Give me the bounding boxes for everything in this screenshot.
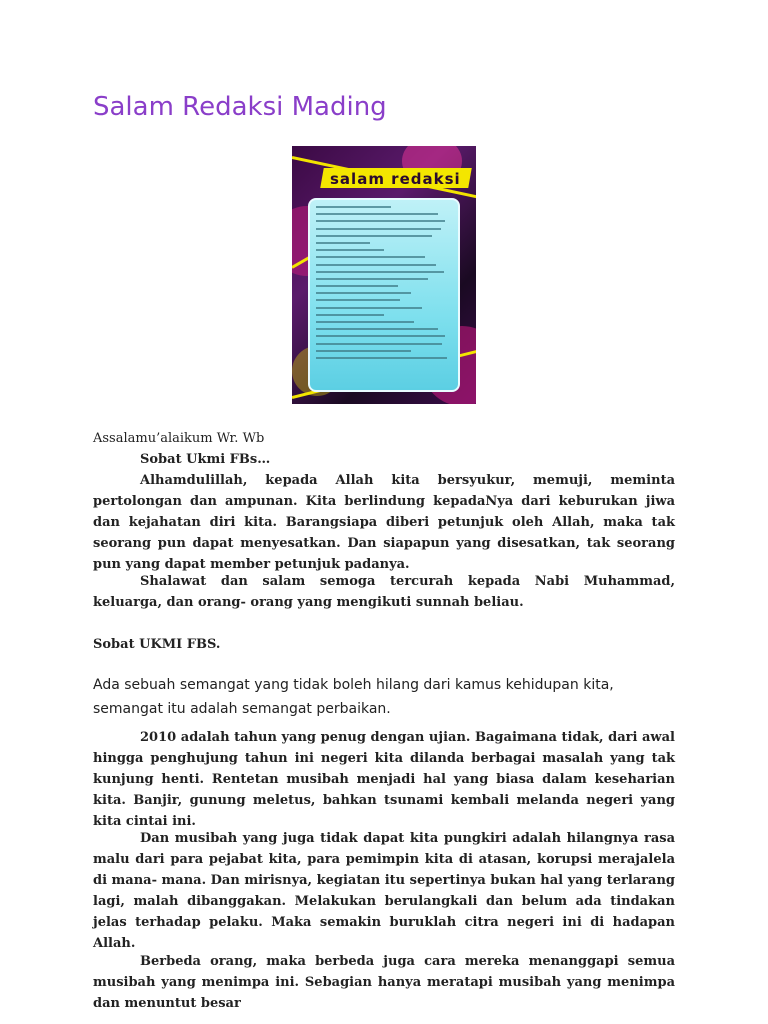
paragraph-2	[93, 571, 675, 613]
greeting: Assalamu’alaikum Wr. Wb	[93, 431, 265, 446]
paragraph-2-text: Shalawat dan salam semoga tercurah kepada Nabi Muhammad, keluarga, dan orang- orang yang mengikuti sunnah beliau.	[93, 574, 675, 610]
salutation-sobat-ukmi: Sobat Ukmi FBs…	[140, 452, 271, 467]
salutation-sobat-fbs: Sobat UKMI FBS.	[93, 637, 221, 652]
paragraph-3-text: 2010 adalah tahun yang penug dengan ujian. Bagaimana tidak, dari awal hingga penghujung tahun ini negeri kita dilanda berbagai masalah yang tak kunjung henti. Rentetan musibah menjadi hal yang biasa dalam keseharian kita. Banjir, gunung meletus, bahkan tsunami kembali melanda negeri yang kita cintai ini.	[93, 730, 675, 829]
paragraph-3	[93, 727, 675, 832]
paragraph-4-text: Dan musibah yang juga tidak dapat kita pungkiri adalah hilangnya rasa malu dari para pejabat kita, para pemimpin kita di atasan, korupsi merajalela di mana- mana. Dan mirisnya, kegiatan itu sepertinya bukan hal yang terlarang lagi, malah dibanggakan. Melakukan berulangkali dan belum ada tindakan jelas terhadap pelaku. Maka semakin buruklah citra negeri ini di hadapan Allah.	[93, 831, 675, 951]
paragraph-1-text: Alhamdulillah, kepada Allah kita bersyukur, memuji, meminta pertolongan dan ampunan. Kita berlindung kepadaNya dari keburukan jiwa dan kejahatan diri kita. Barangsiapa diberi petunjuk oleh Allah, maka tak seorang pun dapat menyesatkan. Dan siapapun yang disesatkan, tak seorang pun yang dapat member petunjuk padanya.	[93, 473, 675, 572]
paragraph-5	[93, 951, 675, 1014]
paragraph-5-text: Berbeda orang, maka berbeda juga cara mereka menanggapi semua musibah yang menimpa ini. Sebagian hanya meratapi musibah yang menimpa dan menuntut besar	[93, 954, 675, 1011]
paragraph-4	[93, 828, 675, 954]
salam-redaksi-poster-image	[292, 146, 476, 404]
poster-banner-text: salam redaksi	[330, 170, 461, 188]
paragraph-1	[93, 470, 675, 575]
poster-text-panel	[308, 198, 460, 392]
page-title: Salam Redaksi Mading	[93, 92, 387, 122]
highlight-quote: Ada sebuah semangat yang tidak boleh hilang dari kamus kehidupan kita, semangat itu adalah semangat perbaikan.	[93, 677, 614, 717]
